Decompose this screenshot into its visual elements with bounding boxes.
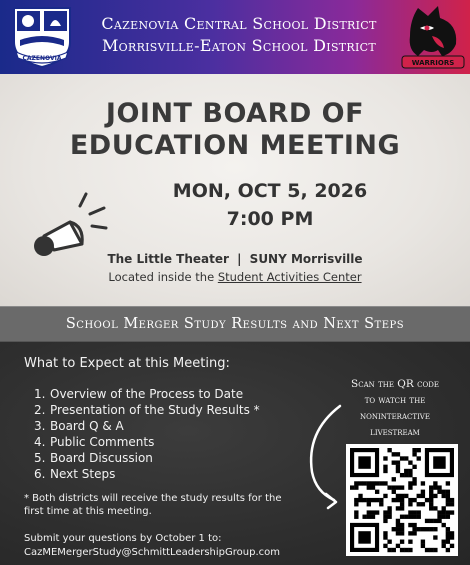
district-name-cazenovia: Cazenovia Central School District (101, 14, 377, 33)
contact-email-link[interactable]: CazMEMergerStudy@SchmittLeadershipGroup.com (24, 547, 280, 558)
venue-separator: | (237, 252, 242, 266)
crest-icon (8, 4, 76, 70)
expect-heading: What to Expect at this Meeting: (24, 356, 230, 371)
meeting-title-line-2: EDUCATION MEETING (69, 130, 401, 161)
location-prefix: Located inside the (108, 270, 218, 284)
venue-name: The Little Theater (107, 252, 229, 266)
meeting-time: 7:00 PM (226, 208, 314, 230)
list-item: 6. Next Steps (34, 467, 116, 481)
agenda-list (34, 386, 260, 482)
subtitle-bar (0, 306, 470, 342)
qr-instructions: Scan the QR code to watch the noninteractive livestream (351, 378, 439, 438)
list-item: 5. Board Discussion (34, 451, 153, 465)
venue-place: SUNY Morrisville (249, 252, 363, 266)
meeting-title-line-1: JOINT BOARD OF (105, 98, 365, 129)
mascot-icon (398, 2, 468, 72)
svg-text:WARRIORS: WARRIORS (411, 59, 455, 67)
list-item: 4. Public Comments (34, 435, 155, 449)
qr-code-icon[interactable] (346, 444, 458, 556)
meeting-date: MON, OCT 5, 2026 (172, 180, 368, 202)
venue-location-line (0, 270, 470, 284)
submit-questions (24, 532, 294, 560)
venue-line (0, 252, 470, 266)
subtitle-text: School Merger Study Results and Next Steps (65, 316, 405, 332)
list-item: 3. Board Q & A (34, 419, 124, 433)
results-note: * Both districts will receive the study results for the first time at this meeting. (24, 493, 282, 517)
list-item: 2. Presentation of the Study Results * (34, 403, 260, 417)
list-item: 1. Overview of the Process to Date (34, 387, 244, 401)
submit-line: Submit your questions by October 1 to: (24, 533, 222, 544)
header-banner (0, 0, 470, 74)
meeting-info-panel (0, 74, 470, 306)
district-name-morrisville: Morrisville-Eaton School District (102, 36, 376, 55)
student-activities-center-link[interactable]: Student Activities Center (217, 270, 362, 284)
svg-text:CAZENOVIA: CAZENOVIA (22, 55, 62, 62)
chalkboard-panel (0, 342, 470, 565)
